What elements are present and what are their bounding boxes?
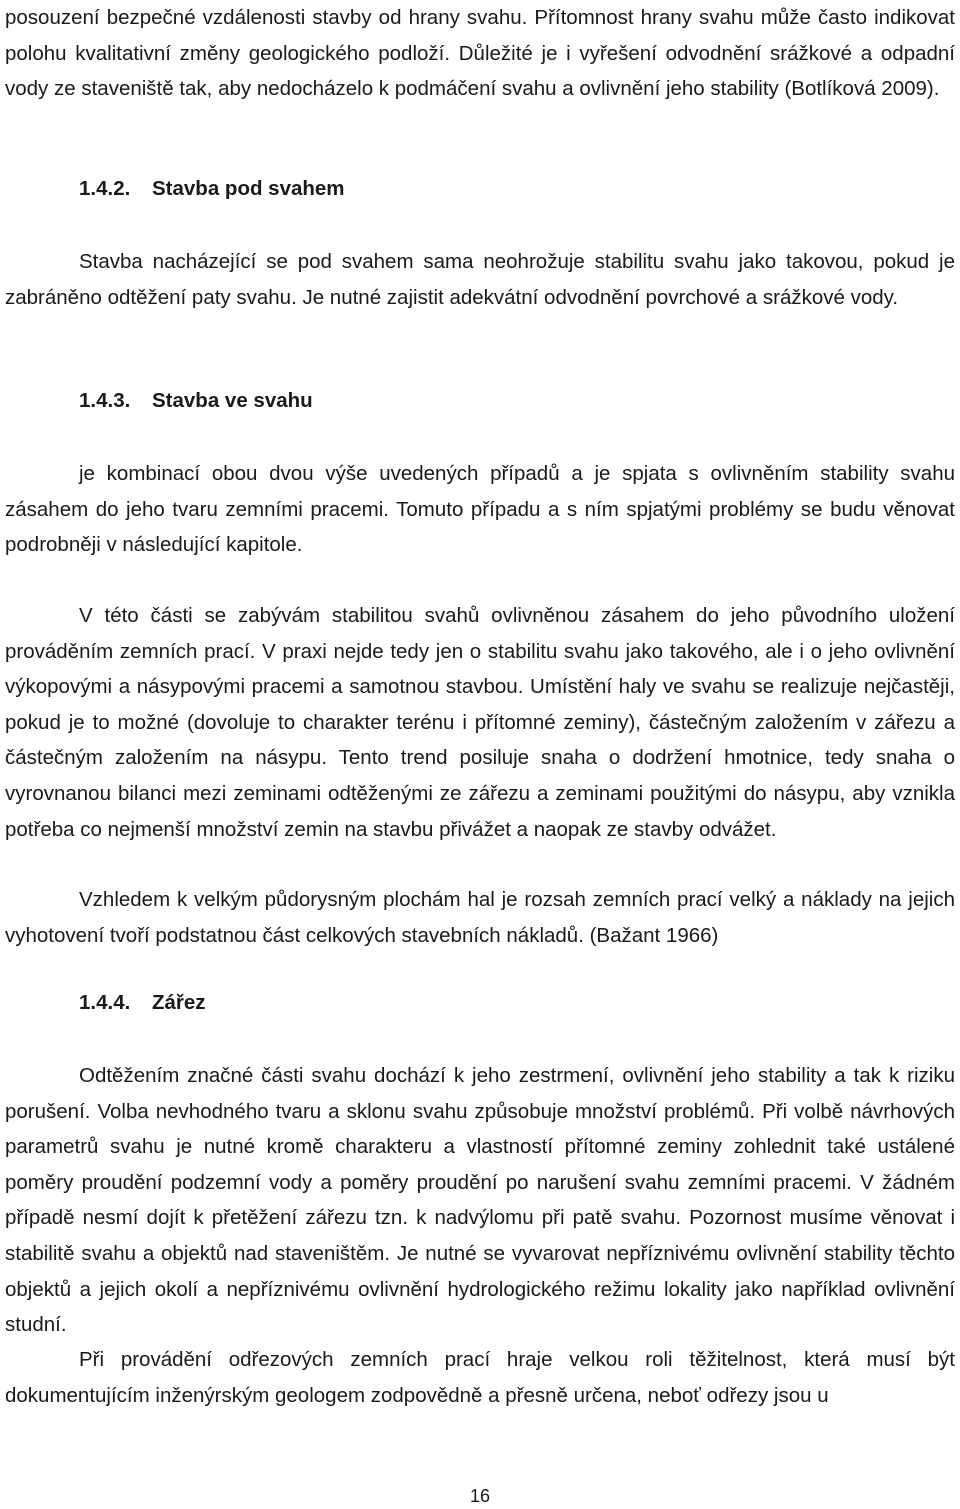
section-1-4-2-paragraph: Stavba nacházející se pod svahem sama neohrožuje stabilitu svahu jako takovou, pokud je zabráněno odtěžení paty svahu. Je nutné zajistit adekvátní odvodnění povrchové a srážkové vody. bbox=[5, 250, 955, 309]
section-1-4-3-paragraph-3: Vzhledem k velkým půdorysným plochám hal je rozsah zemních prací velký a náklady na jejich vyhotovení tvoří podstatnou část celkových stavebních nákladů. (Bažant 1966) bbox=[5, 888, 955, 947]
section-heading-1-4-4 bbox=[79, 988, 206, 1018]
section-heading-1-4-2 bbox=[79, 174, 345, 204]
section-number: 1.4.4. bbox=[79, 991, 131, 1014]
section-1-4-4-paragraph-1: Odtěžením značné části svahu dochází k jeho zestrmení, ovlivnění jeho stability a tak k riziku porušení. Volba nevhodného tvaru a sklonu svahu způsobuje množství problémů. Při volbě návrhových parametrů svahu je nutné kromě charakteru a vlastností přítomné zeminy zohlednit také ustálené poměry proudění podzemní vody a poměry proudění po narušení svahu zemními pracemi. V žádném případě nesmí dojít k přetěžení zářezu tzn. k nadvýlomu při patě svahu. Pozornost musíme věnovat i stabilitě svahu a objektů nad staveništěm. Je nutné se vyvarovat nepříznivému ovlivnění stability těchto objektů a jejich okolí a nepříznivému ovlivnění hydrologického režimu lokality jako například ovlivnění studní. bbox=[5, 1064, 955, 1337]
section-1-4-3-paragraph-1: je kombinací obou dvou výše uvedených případů a je spjata s ovlivněním stability svahu zásahem do jeho tvaru zemními pracemi. Tomuto případu a s ním spjatými problémy se budu věnovat podrobněji v následující kapitole. bbox=[5, 462, 955, 557]
section-1-4-3-paragraph-2: V této části se zabývám stabilitou svahů ovlivněnou zásahem do jeho původního uložení prováděním zemních prací. V praxi nejde tedy jen o stabilitu svahu jako takového, ale i o jeho ovlivnění výkopovými a násypovými pracemi a samotnou stavbou. Umístění haly ve svahu se realizuje nejčastěji, pokud je to možné (dovoluje to charakter terénu i přítomné zeminy), částečným založením v zářezu a částečným založením na násypu. Tento trend posiluje snaha o dodržení hmotnice, tedy snaha o vyrovnanou bilanci mezi zeminami odtěženými ze zářezu a zeminami použitými do násypu, aby vznikla potřeba co nejmenší množství zemin na stavbu přivážet a naopak ze stavby odvážet. bbox=[5, 604, 955, 841]
section-heading-1-4-3 bbox=[79, 386, 313, 416]
section-title: Stavba ve svahu bbox=[152, 389, 313, 412]
intro-paragraph: posouzení bezpečné vzdálenosti stavby od hrany svahu. Přítomnost hrany svahu může často indikovat polohu kvalitativní změny geologického podloží. Důležité je i vyřešení odvodnění srážkové a odpadní vody ze staveniště tak, aby nedocházelo k podmáčení svahu a ovlivnění jeho stability (Botlíková 2009). bbox=[5, 6, 955, 101]
section-title: Zářez bbox=[152, 991, 206, 1014]
section-title: Stavba pod svahem bbox=[152, 177, 345, 200]
page-number: 16 bbox=[469, 1486, 491, 1506]
section-number: 1.4.2. bbox=[79, 177, 131, 200]
section-1-4-4-paragraph-2: Při provádění odřezových zemních prací hraje velkou roli těžitelnost, která musí být dokumentujícím inženýrským geologem zodpovědně a přesně určena, neboť odřezy jsou u bbox=[5, 1348, 955, 1407]
section-number: 1.4.3. bbox=[79, 389, 131, 412]
